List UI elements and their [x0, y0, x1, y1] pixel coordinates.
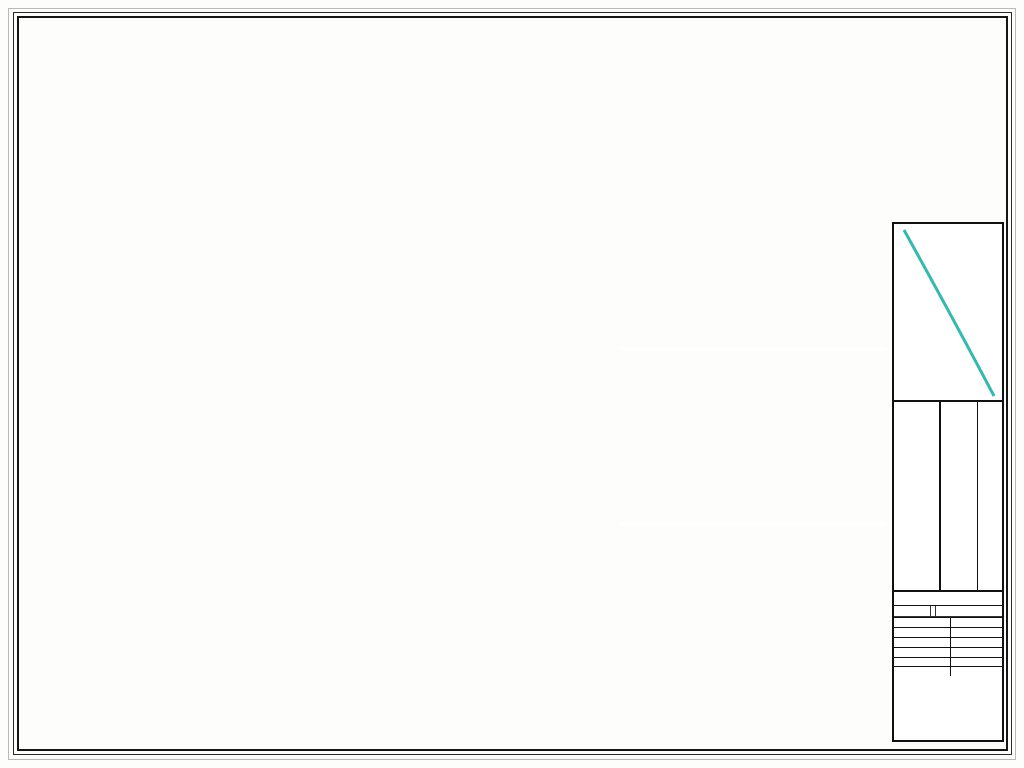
footer-row-labels-3	[894, 657, 1002, 667]
footer-row-values-3	[894, 666, 1002, 676]
titleblock-project-cell	[892, 400, 941, 592]
surveyors-report-column-1	[148, 21, 397, 28]
footer-row-labels-1	[894, 617, 1002, 627]
titleblock-description-cell	[939, 400, 979, 592]
revisions-title	[894, 592, 1002, 606]
job-label	[894, 658, 951, 667]
county-label	[979, 488, 1000, 586]
scale-label	[894, 638, 951, 647]
dabec-logo-rotated	[896, 226, 1000, 400]
footer-row-values-2	[894, 647, 1002, 657]
company-phone-fax	[896, 226, 903, 400]
revisions-header-row	[894, 606, 1002, 617]
date-value	[894, 628, 951, 637]
revisions-table	[892, 590, 1004, 742]
state-label	[979, 406, 1000, 472]
job-value	[894, 667, 951, 676]
legal-description-parcel-a	[620, 347, 886, 351]
footer-row-values-1	[894, 627, 1002, 637]
logo-swoosh-icon	[896, 226, 1000, 400]
dabec-logo-box	[892, 222, 1004, 402]
legal-description-parcel-b	[620, 522, 886, 526]
revisions-col-date	[894, 606, 931, 616]
date-label	[894, 618, 951, 627]
scale-value	[894, 648, 951, 657]
footer-row-labels-2	[894, 637, 1002, 647]
